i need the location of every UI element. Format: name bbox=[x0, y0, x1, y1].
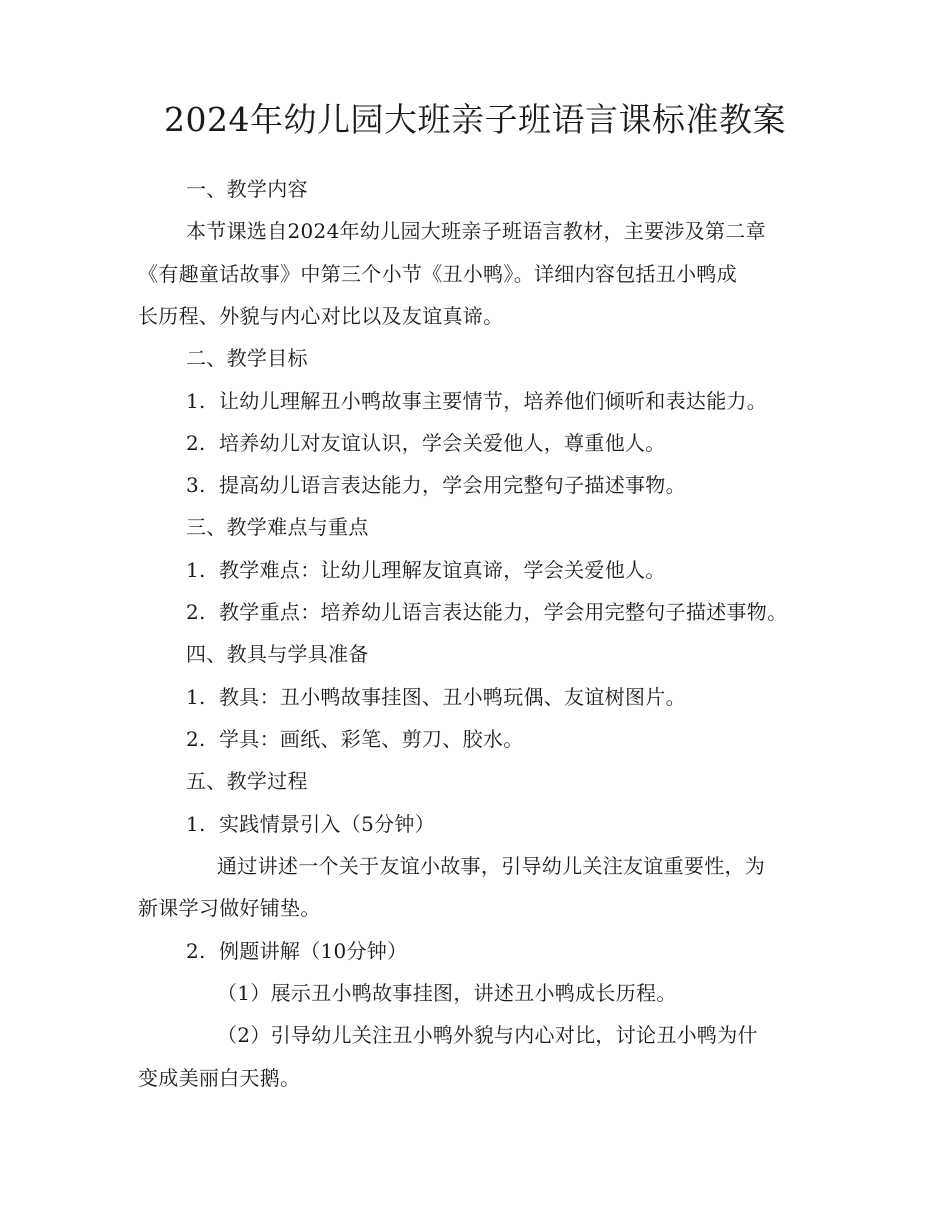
section-heading-key-points: 三、教学难点与重点 bbox=[186, 515, 369, 539]
process-step bbox=[186, 810, 435, 838]
item-text: 教具：丑小鸭故事挂图、丑小鸭玩偶、友谊树图片。 bbox=[219, 685, 686, 709]
item-number: 1. bbox=[186, 685, 206, 709]
item-text: 教学难点：让幼儿理解友谊真谛，学会关爱他人。 bbox=[219, 558, 666, 582]
list-item bbox=[186, 683, 686, 711]
content-para-line: 长历程、外貌与内心对比以及友谊真谛。 bbox=[138, 304, 504, 328]
step-para-line: 新课学习做好铺垫。 bbox=[138, 896, 321, 920]
section-heading-content: 一、教学内容 bbox=[186, 177, 308, 201]
section-heading-process: 五、教学过程 bbox=[186, 769, 308, 793]
sub-step-line: （2）引导幼儿关注丑小鸭外貌与内心对比，讨论丑小鸭为什 bbox=[217, 1023, 758, 1047]
item-number: 1. bbox=[186, 389, 206, 413]
item-text: 让幼儿理解丑小鸭故事主要情节，培养他们倾听和表达能力。 bbox=[219, 389, 768, 413]
document-title: 2024年幼儿园大班亲子班语言课标准教案 bbox=[164, 100, 786, 139]
item-number: 2. bbox=[186, 431, 206, 455]
item-text: 教学重点：培养幼儿语言表达能力，学会用完整句子描述事物。 bbox=[219, 600, 788, 624]
list-item bbox=[186, 429, 666, 457]
step-number: 2. bbox=[186, 939, 206, 963]
item-text: 学具：画纸、彩笔、剪刀、胶水。 bbox=[219, 727, 524, 751]
content-para-line: 《有趣童话故事》中第三个小节《丑小鸭》。详细内容包括丑小鸭成 bbox=[138, 262, 737, 286]
step-title: 例题讲解（10分钟） bbox=[219, 939, 408, 963]
section-heading-materials: 四、教具与学具准备 bbox=[186, 642, 369, 666]
item-number: 2. bbox=[186, 600, 206, 624]
process-step bbox=[186, 937, 407, 965]
content-para-line: 本节课选自2024年幼儿园大班亲子班语言教材，主要涉及第二章 bbox=[186, 219, 766, 243]
item-number: 1. bbox=[186, 558, 206, 582]
list-item bbox=[186, 598, 787, 626]
section-heading-objectives: 二、教学目标 bbox=[186, 346, 308, 370]
sub-step-line: 变成美丽白天鹅。 bbox=[138, 1066, 301, 1090]
list-item bbox=[186, 471, 686, 499]
item-text: 培养幼儿对友谊认识，学会关爱他人，尊重他人。 bbox=[219, 431, 666, 455]
list-item bbox=[186, 387, 767, 415]
step-title: 实践情景引入（5分钟） bbox=[219, 812, 436, 836]
sub-step-line: （1）展示丑小鸭故事挂图，讲述丑小鸭成长历程。 bbox=[217, 981, 677, 1005]
item-number: 2. bbox=[186, 727, 206, 751]
list-item bbox=[186, 725, 524, 753]
step-para-line: 通过讲述一个关于友谊小故事，引导幼儿关注友谊重要性，为 bbox=[217, 854, 766, 878]
list-item bbox=[186, 556, 666, 584]
item-number: 3. bbox=[186, 473, 206, 497]
step-number: 1. bbox=[186, 812, 206, 836]
item-text: 提高幼儿语言表达能力，学会用完整句子描述事物。 bbox=[219, 473, 686, 497]
